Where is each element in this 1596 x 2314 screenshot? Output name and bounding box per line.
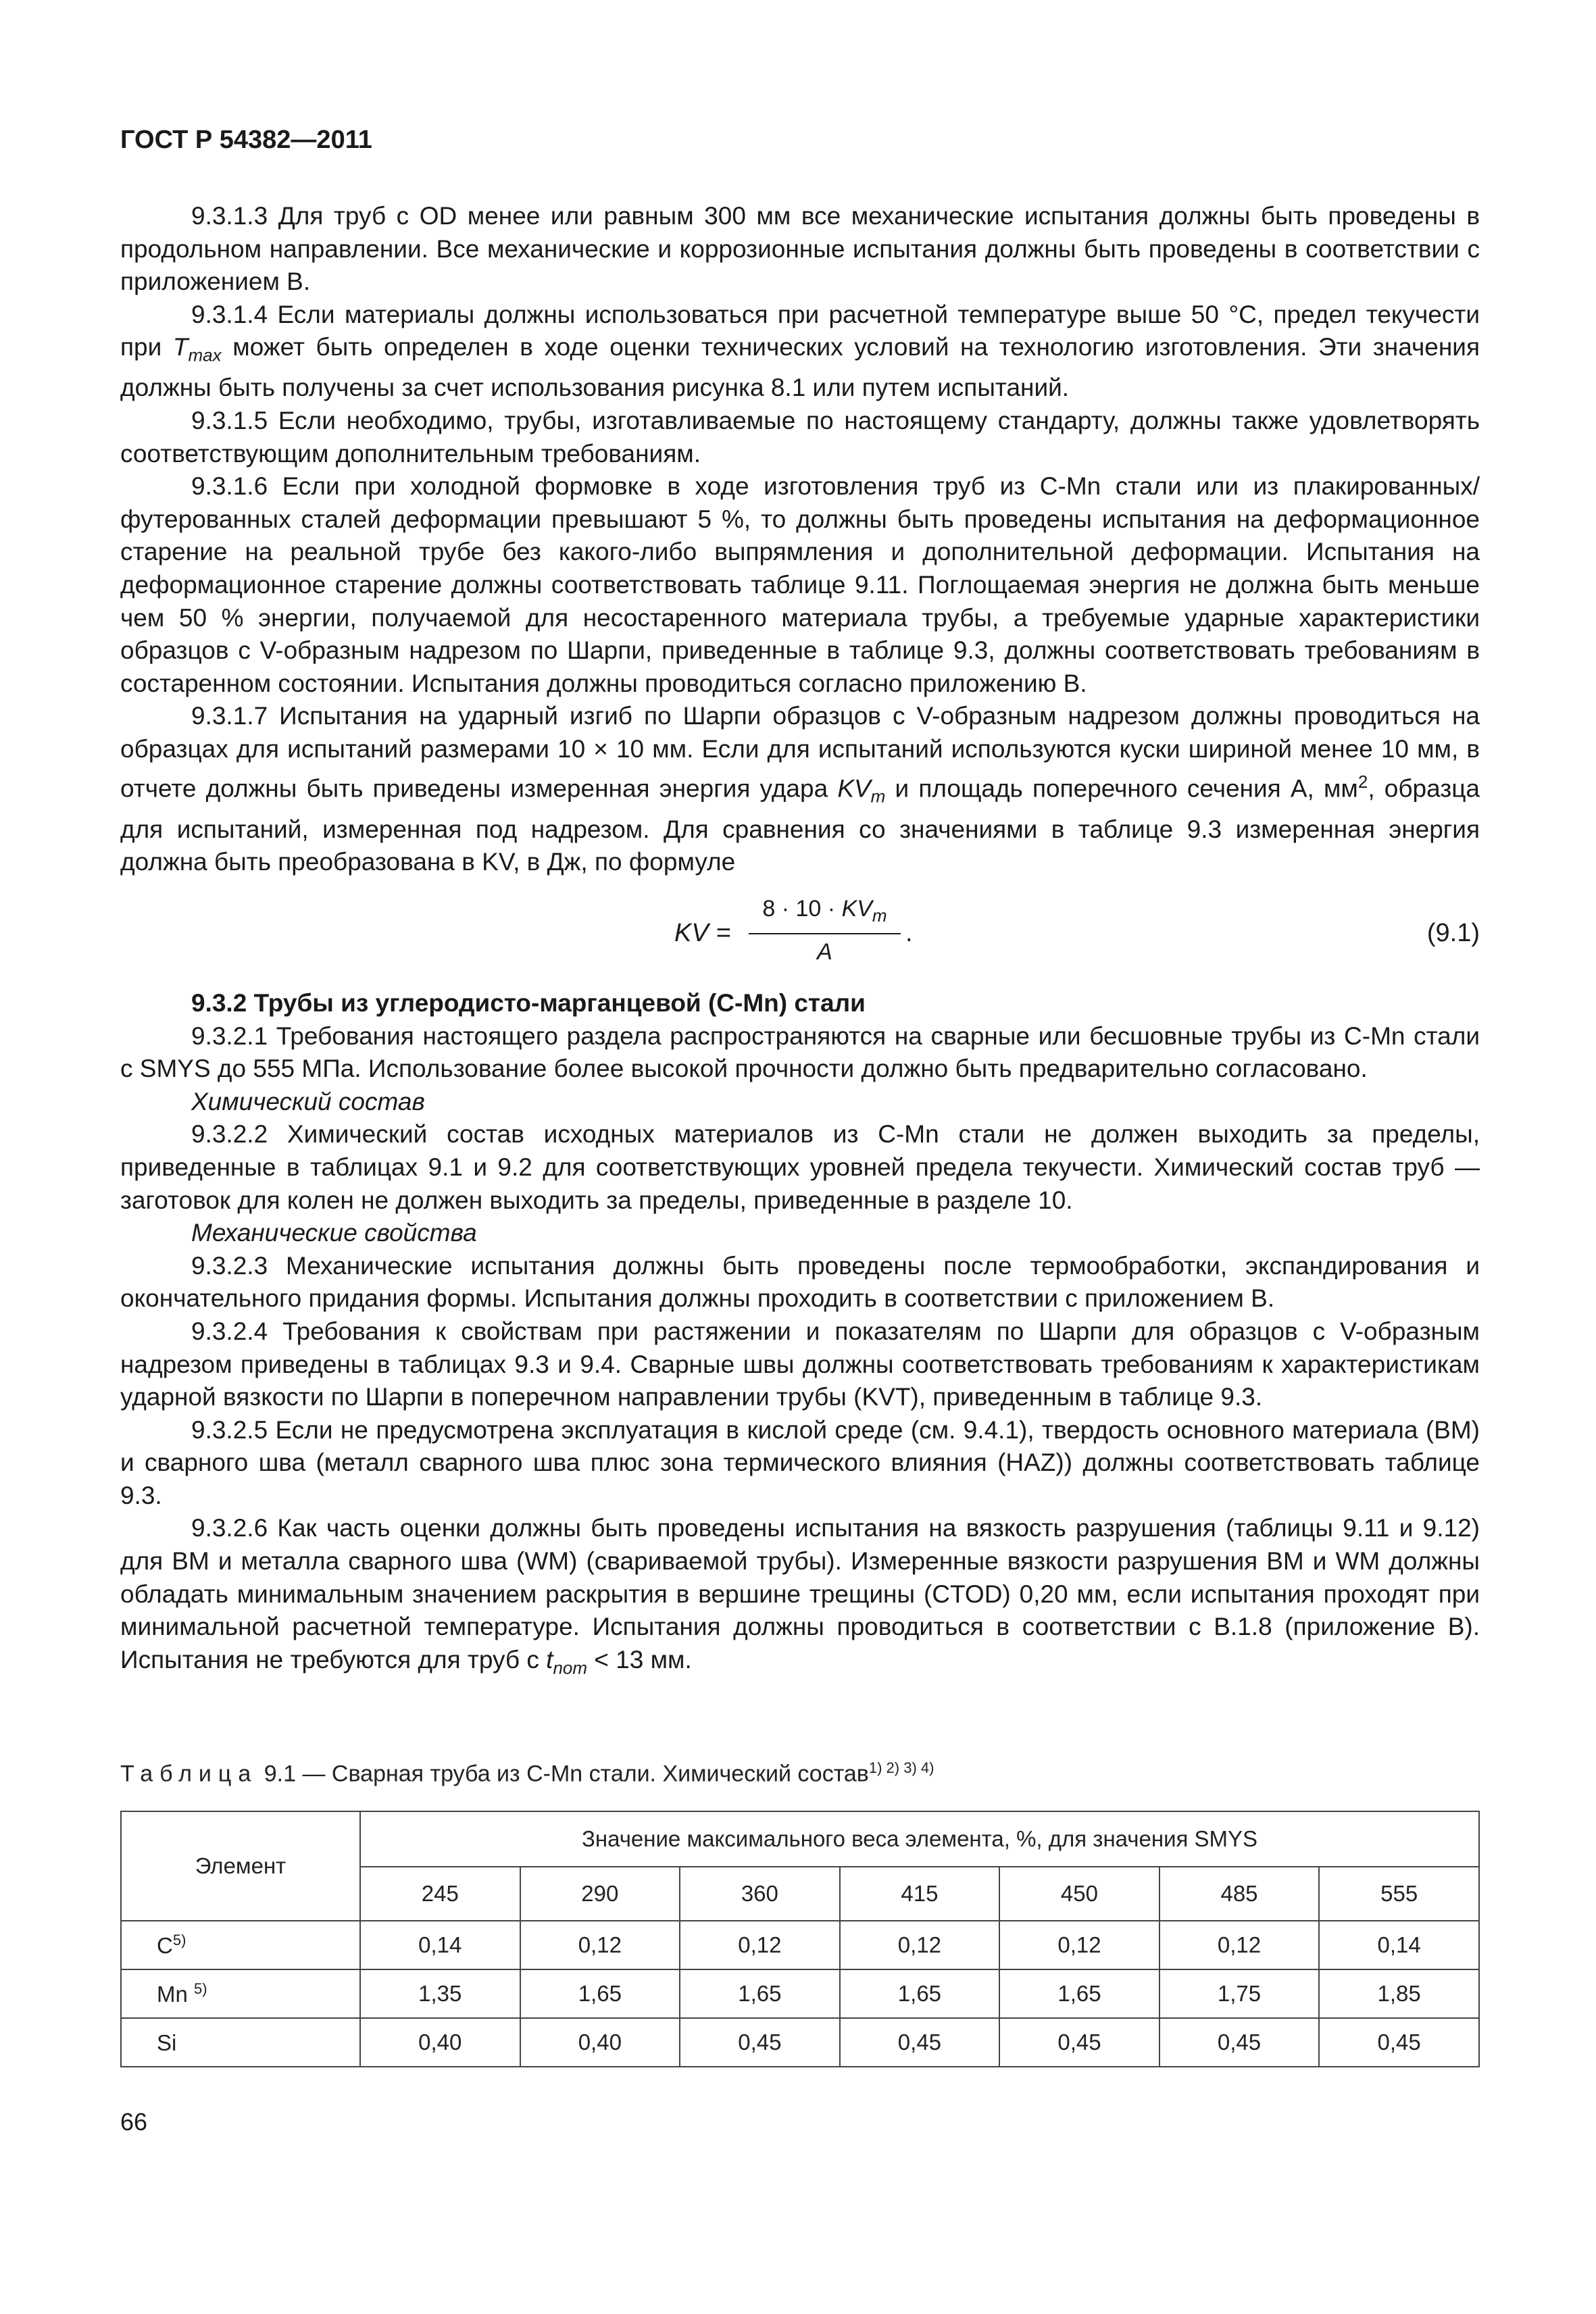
paragraph-9-3-1-5: 9.3.1.5 Если необходимо, трубы, изготавливаемые по настоящему стандарту, должны также удовлетворять соответствующим дополнительным требованиям. — [120, 406, 1480, 468]
value-cell: 1,85 — [1319, 1969, 1479, 2018]
value-cell: 0,14 — [360, 1921, 520, 1969]
value-cell: 0,40 — [520, 2018, 680, 2067]
paragraph-9-3-2-4: 9.3.2.4 Требования к свойствам при растяжении и показателям по Шарпи для образцов с V-образным надрезом приведены в таблицах 9.3 и 9.4. Сварные швы должны соответствовать требованиям к характеристикам ударной вязкости по Шарпи в поперечном направлении трубы (KVT), приведенным в таблице 9.3. — [120, 1317, 1480, 1411]
smys-header-cell: 360 — [680, 1867, 840, 1921]
document-body — [120, 200, 1480, 1684]
value-cell: 0,45 — [1159, 2018, 1320, 2067]
value-cell: 0,12 — [999, 1921, 1159, 1969]
formula-lhs: KV = — [674, 918, 731, 947]
table-caption-word: Таблица — [120, 1761, 258, 1787]
value-cell: 0,45 — [999, 2018, 1159, 2067]
value-cell: 1,75 — [1159, 1969, 1320, 2018]
formula-denominator: A — [817, 939, 832, 965]
value-cell: 1,65 — [999, 1969, 1159, 2018]
value-cell: 0,45 — [680, 2018, 840, 2067]
element-cell: Mn $^{5)}$ — [121, 1969, 360, 2018]
paragraph-9-3-2-6: 9.3.2.6 Как часть оценки должны быть проведены испытания на вязкость разрушения (таблицы 9.11 и 9.12) для ВМ и металла сварного шва (WM) (свариваемой трубы). Измеренные вязкости разрушения ВМ и WM должны обладать минимальным значением раскрытия в вершине трещины (CTOD) 0,20 мм, если испытания проходят при минимальной расчетной температуре. Испытания должны проводиться в соответствии с В.1.8 (приложение В). Испытания не требуются для труб с $t_{nom} < 13$ мм. — [120, 1514, 1480, 1678]
paragraph-9-3-1-4: 9.3.1.4 Если материалы должны использоваться при расчетной температуре выше 50 °С, предел текучести при $T_{max}$ может быть определен в ходе оценки технических условий на технологию изготовления. Эти значения должны быть получены за счет использования рисунка 8.1 или путем испытаний. — [120, 300, 1480, 402]
paragraph-9-3-2-2: 9.3.2.2 Химический состав исходных материалов из C-Mn стали не должен выходить за пределы, приведенные в таблицах 9.1 и 9.2 для соответствующих уровней предела текучести. Химический состав труб — заготовок для колен не должен выходить за пределы, приведенные в разделе 10. — [120, 1120, 1480, 1214]
formula-9-1 — [120, 888, 1480, 974]
value-cell: 1,65 — [520, 1969, 680, 2018]
value-cell: 1,35 — [360, 1969, 520, 2018]
smys-header-cell: 555 — [1319, 1867, 1479, 1921]
value-cell: 0,14 — [1319, 1921, 1479, 1969]
smys-header-cell: 450 — [999, 1867, 1159, 1921]
value-cell: 0,12 — [840, 1921, 1000, 1969]
smys-header-cell: 245 — [360, 1867, 520, 1921]
subheading-chemical-composition: Химический состав — [191, 1087, 425, 1115]
element-cell: $C^{5)}$ — [121, 1921, 360, 1969]
table-caption-footnotes: 1) 2) 3) 4) — [868, 1759, 934, 1776]
paragraph-9-3-1-6: 9.3.1.6 Если при холодной формовке в ходе изготовления труб из C-Mn стали или из плакированных/футерованных сталей деформации превышают 5 %, то должны быть проведены испытания на деформационное старение на реальной трубе без какого-либо выпрямления и дополнительной деформации. Испытания на деформационное старение должны соответствовать таблице 9.11. Поглощаемая энергия не должна быть меньше чем 50 % энергии, получаемой для несостаренного материала трубы, а требуемые ударные характеристики образцов с V-образным надрезом по Шарпи, приведенные в таблице 9.3, должны соответствовать требованиям в состаренном состоянии. Испытания должны проводиться согласно приложению В. — [120, 472, 1480, 697]
value-cell: 0,12 — [520, 1921, 680, 1969]
paragraph-9-3-1-7: 9.3.1.7 Испытания на ударный изгиб по Шарпи образцов с V-образным надрезом должны проводиться на образцах для испытаний размерами 10 × 10 мм. Если для испытаний используются куски шириной менее 10 мм, в отчете должны быть приведены измеренная энергия удара $KV_m$ и площадь поперечного сечения А, $мм^2$, образца для испытаний, измеренная под надрезом. Для сравнения со значениями в таблице 9.3 измеренная энергия должна быть преобразована в KV, в Дж, по формуле — [120, 702, 1480, 876]
value-cell: 1,65 — [840, 1969, 1000, 2018]
formula-fraction — [749, 892, 901, 969]
smys-header-cell: 415 — [840, 1867, 1000, 1921]
table-caption-text: 9.1 — Сварная труба из C-Mn стали. Химический состав — [264, 1761, 869, 1787]
value-cell: 0,45 — [1319, 2018, 1479, 2067]
smys-group-header: Значение максимального веса элемента, %, для значения SMYS — [360, 1811, 1479, 1867]
table-row — [121, 2018, 1479, 2067]
table-caption — [120, 1759, 934, 1787]
formula-number: (9.1) — [1426, 918, 1480, 947]
doc-number-header: ГОСТ Р 54382—2011 — [120, 126, 372, 154]
formula-dot: . — [905, 918, 913, 947]
paragraph-9-3-1-3: 9.3.1.3 Для труб с OD менее или равным 300 мм все механические испытания должны быть проведены в продольном направлении. Все механические и коррозионные испытания должны быть проведены в соответствии с приложением В. — [120, 202, 1480, 296]
table-row — [121, 1921, 1479, 1969]
chemical-composition-table — [120, 1811, 1480, 2067]
smys-header-cell: 485 — [1159, 1867, 1320, 1921]
subheading-mechanical-properties: Механические свойства — [191, 1219, 477, 1247]
formula-numerator: $8 \cdot 10 \cdot KV_m$ — [749, 892, 901, 934]
value-cell: 1,65 — [680, 1969, 840, 2018]
page-number: 66 — [120, 2108, 148, 2136]
paragraph-9-3-2-3: 9.3.2.3 Механические испытания должны быть проведены после термообработки, экспандирования и окончательного придания формы. Испытания должны проходить в соответствии с приложением В. — [120, 1251, 1480, 1313]
paragraph-9-3-2-5: 9.3.2.5 Если не предусмотрена эксплуатация в кислой среде (см. 9.4.1), твердость основного материала (ВМ) и сварного шва (металл сварного шва плюс зона термического влияния (HAZ)) должны соответствовать таблице 9.3. — [120, 1415, 1480, 1509]
value-cell: 0,40 — [360, 2018, 520, 2067]
smys-header-cell: 290 — [520, 1867, 680, 1921]
value-cell: 0,12 — [680, 1921, 840, 1969]
paragraph-9-3-2-1: 9.3.2.1 Требования настоящего раздела распространяются на сварные или бесшовные трубы из C-Mn стали с SMYS до 555 МПа. Использование более высокой прочности должно быть предварительно согласовано. — [120, 1022, 1480, 1083]
element-cell: Si — [121, 2018, 360, 2067]
value-cell: 0,12 — [1159, 1921, 1320, 1969]
element-column-header: Элемент — [121, 1811, 360, 1921]
value-cell: 0,45 — [840, 2018, 1000, 2067]
section-9-3-2-title: 9.3.2 Трубы из углеродисто-марганцевой (C-Mn) стали — [191, 988, 866, 1017]
table-row — [121, 1969, 1479, 2018]
